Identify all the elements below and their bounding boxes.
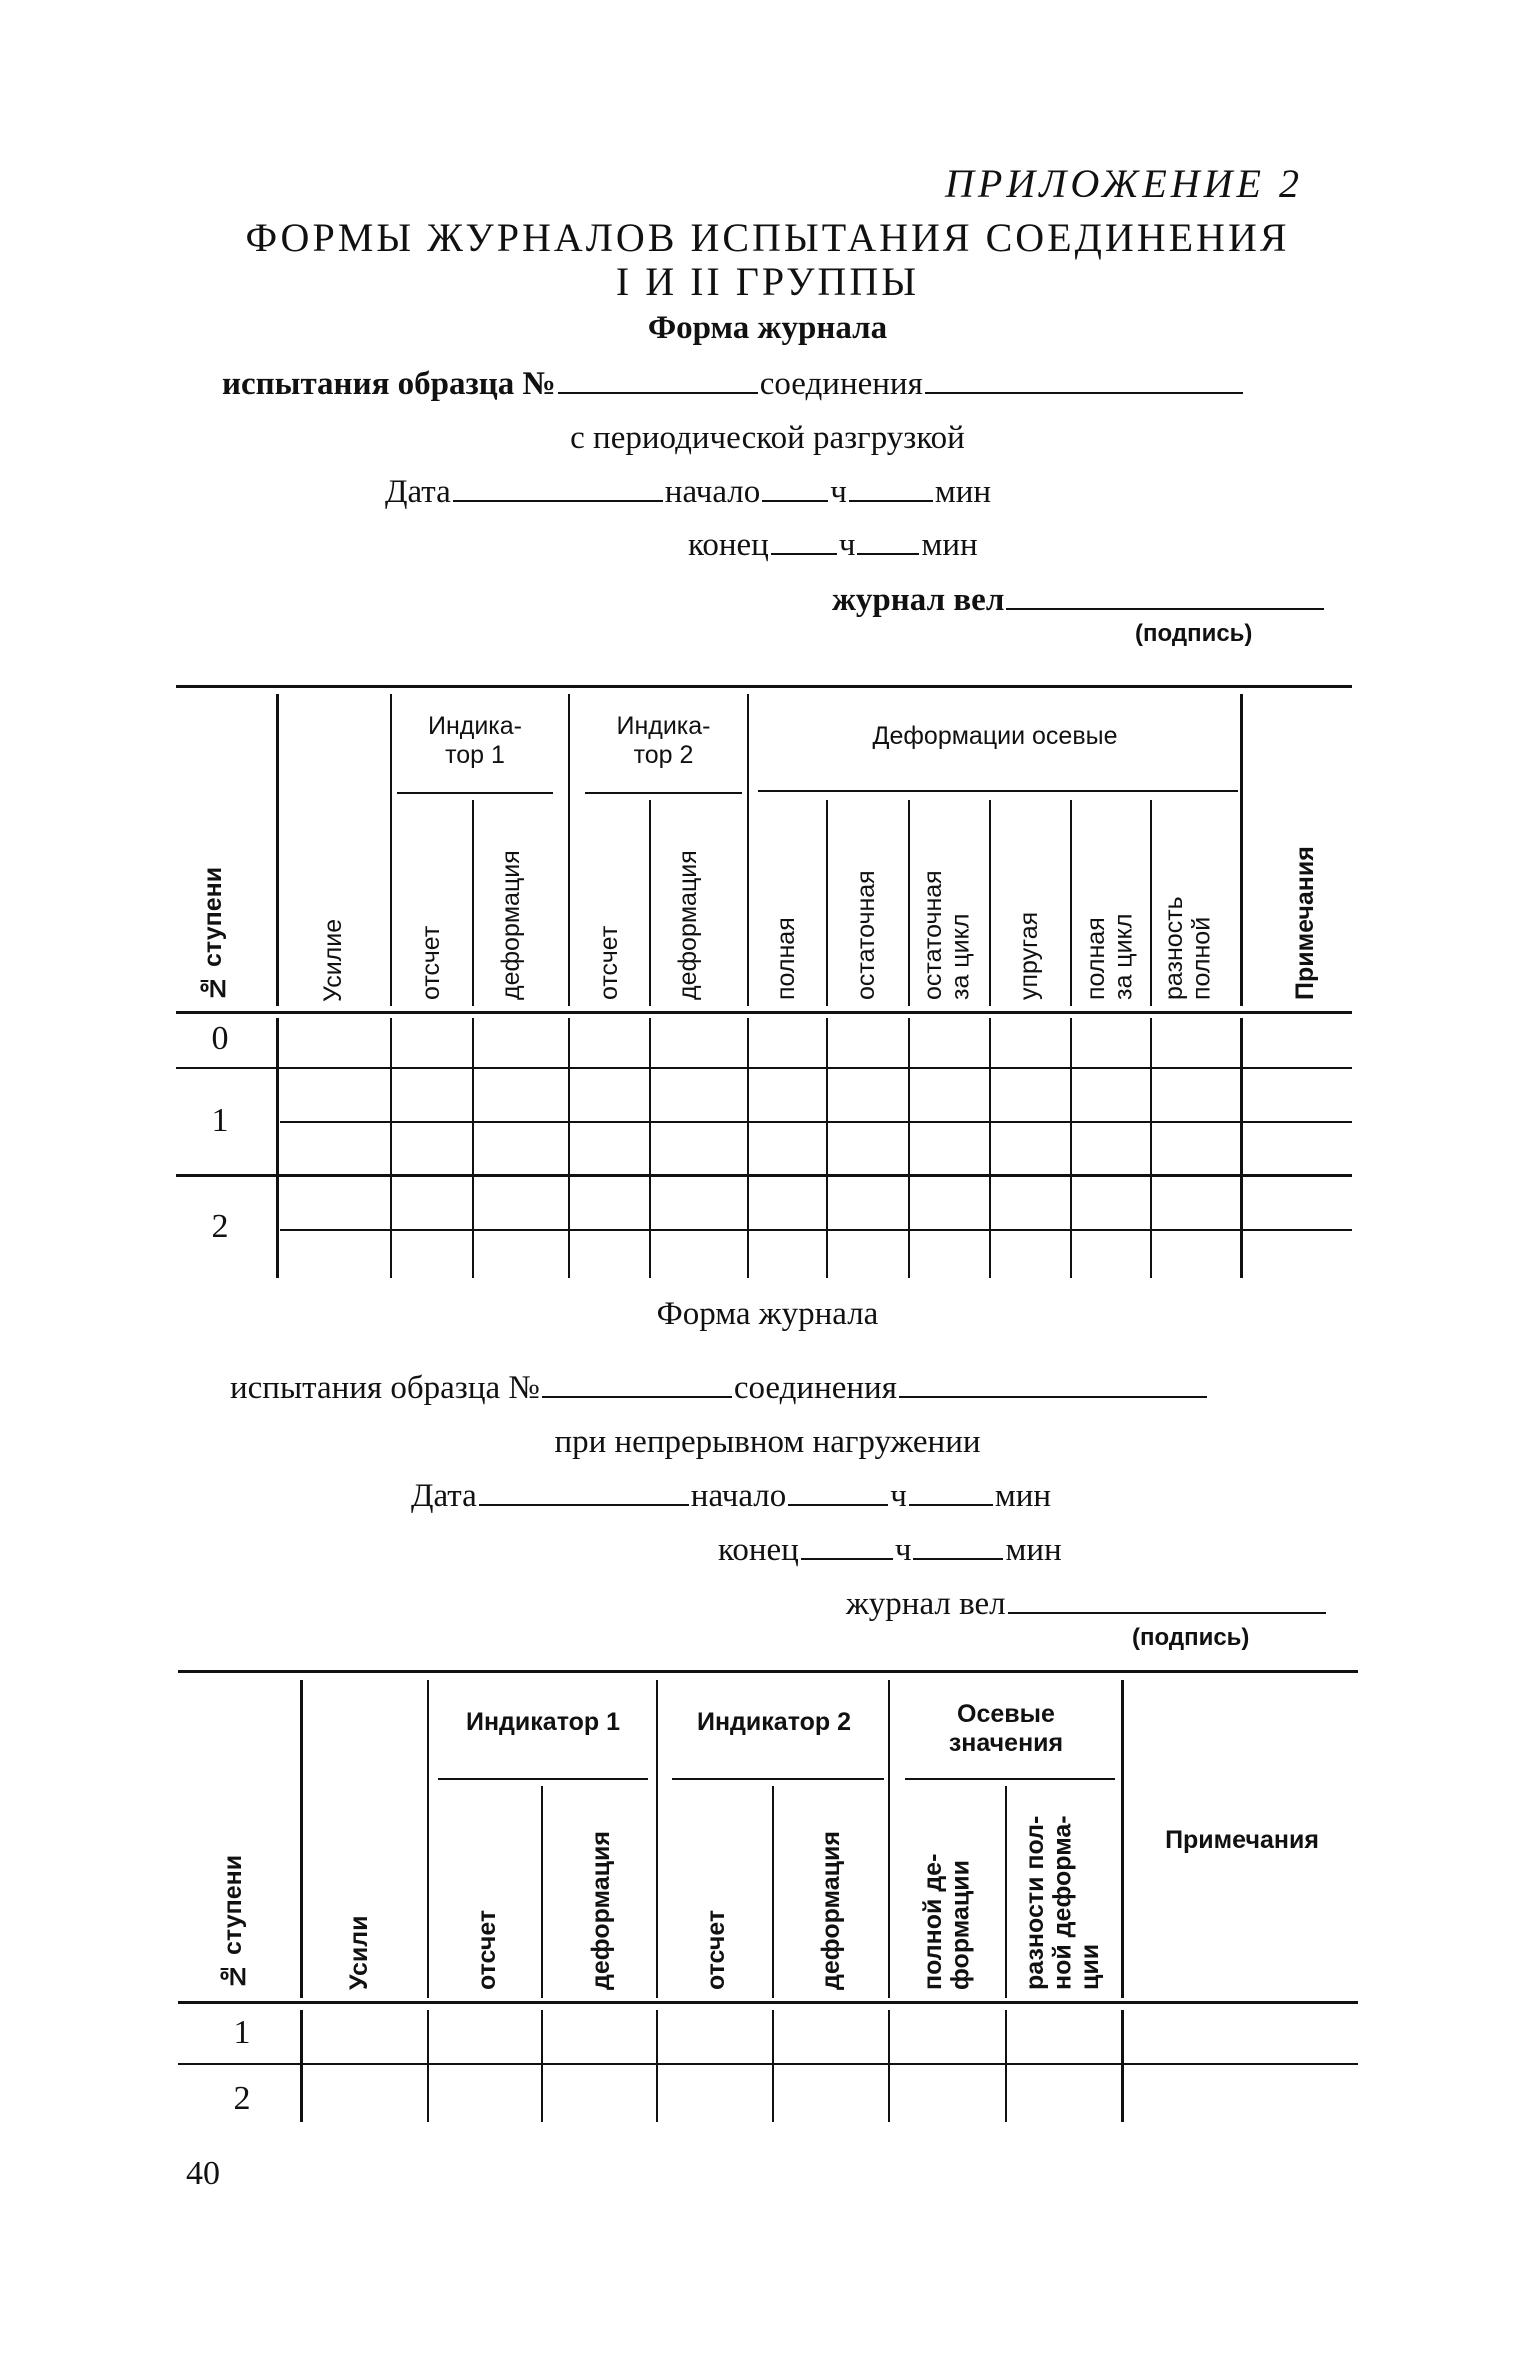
f2-ind1-reading: отсчет [473, 1909, 501, 1990]
f2-axial-diff-def-text: разности пол- ной деформа- ции [1021, 1815, 1104, 1990]
f2-axial-diff-def [1022, 1790, 1105, 1990]
form1-title: Форма журнала [647, 310, 888, 346]
form1-start-label: начало [664, 474, 761, 510]
form1-mode: с периодической разгрузкой [570, 420, 965, 456]
f1-col-force: Усилие [319, 918, 347, 1002]
f2-ind2-deformation: деформация [817, 1831, 845, 1990]
f1-ind2-deformation: деформация [674, 850, 702, 1000]
f1-axial-residual: остаточная [852, 870, 880, 1000]
form1-end-label: конец [688, 527, 769, 563]
f2-axial-group [893, 1700, 1119, 1758]
form2-hour-label: ч [890, 1478, 907, 1514]
f1-indicator1-text: Индика- тор 1 [427, 712, 523, 769]
form1-date-label: Дата [385, 474, 451, 510]
f2-axial-group-text: Осевые значения [948, 1700, 1064, 1757]
form2-min-label: мин [994, 1478, 1052, 1514]
page-number: 40 [186, 2155, 220, 2192]
f2-axial-full-def-text: полной де- формации [919, 1853, 975, 1990]
f1-ind1-reading: отсчет [417, 925, 445, 1000]
f1-axial-elastic: упругая [1015, 911, 1043, 1000]
f2-ind1-deformation: деформация [587, 1831, 615, 1990]
f1-ind2-reading: отсчет [595, 925, 623, 1000]
f2-axial-full-def [920, 1820, 975, 1990]
form2-log-label: журнал вел [846, 1586, 1006, 1622]
f1-row-2: 2 [211, 1208, 229, 1245]
page-title-line2: I И II ГРУППЫ [615, 259, 920, 304]
form1-connection-label: соединения [759, 366, 923, 402]
form2-end-label: конец [718, 1532, 799, 1568]
form1-log-label: журнал вел [832, 582, 1005, 618]
form2-end-min-label: мин [1005, 1532, 1062, 1568]
f2-row-2: 2 [233, 2080, 251, 2117]
f2-col-step: № ступени [219, 1854, 247, 1990]
f2-indicator2: Индикатор 2 [696, 1708, 852, 1736]
appendix-label: ПРИЛОЖЕНИЕ 2 [945, 161, 1303, 206]
form1-end-hour-label: ч [838, 527, 856, 563]
f1-ind1-deformation: деформация [497, 850, 525, 1000]
form2-date-label: Дата [411, 1478, 477, 1514]
form2-title: Форма журнала [656, 1296, 879, 1332]
form2-start-label: начало [690, 1478, 787, 1514]
f2-row-1: 1 [233, 2014, 251, 2051]
f1-axial-full-cycle-text: полная за цикл [1082, 913, 1138, 1000]
f2-ind2-reading: отсчет [702, 1909, 730, 1990]
form1-signature-caption: (подпись) [1135, 620, 1253, 647]
f2-col-notes: Примечания [1165, 1826, 1319, 1854]
form1-min-label: мин [934, 474, 992, 510]
form1-hour-label: ч [830, 474, 847, 510]
form1-sample-label: испытания образца № [222, 366, 556, 402]
f1-axial-full: полная [772, 917, 800, 1000]
form2-sample-label: испытания образца № [230, 1370, 540, 1406]
f1-row-1: 1 [211, 1102, 229, 1139]
f1-col-notes: Примечания [1291, 846, 1319, 1000]
form2-connection-label: соединения [733, 1370, 897, 1406]
form2-mode: при непрерывном нагружении [554, 1424, 981, 1460]
page-title-line1: ФОРМЫ ЖУРНАЛОВ ИСПЫТАНИЯ СОЕДИНЕНИЯ [245, 215, 1290, 260]
form2-end-hour-label: ч [894, 1532, 912, 1568]
f1-row-0: 0 [211, 1020, 229, 1057]
f1-axial-difference-text: разность полной [1160, 896, 1216, 1000]
f2-indicator1: Индикатор 1 [465, 1708, 621, 1736]
f1-axial-group: Деформации осевые [872, 722, 1118, 750]
f1-indicator2-text: Индика- тор 2 [616, 712, 711, 769]
form1-end-min-label: мин [921, 527, 978, 563]
f2-col-force: Усили [345, 1915, 373, 1990]
f1-axial-residual-cycle-text: остаточная за цикл [919, 870, 975, 1000]
form2-signature-caption: (подпись) [1132, 1624, 1250, 1651]
f1-col-step: № ступени [199, 866, 227, 1002]
